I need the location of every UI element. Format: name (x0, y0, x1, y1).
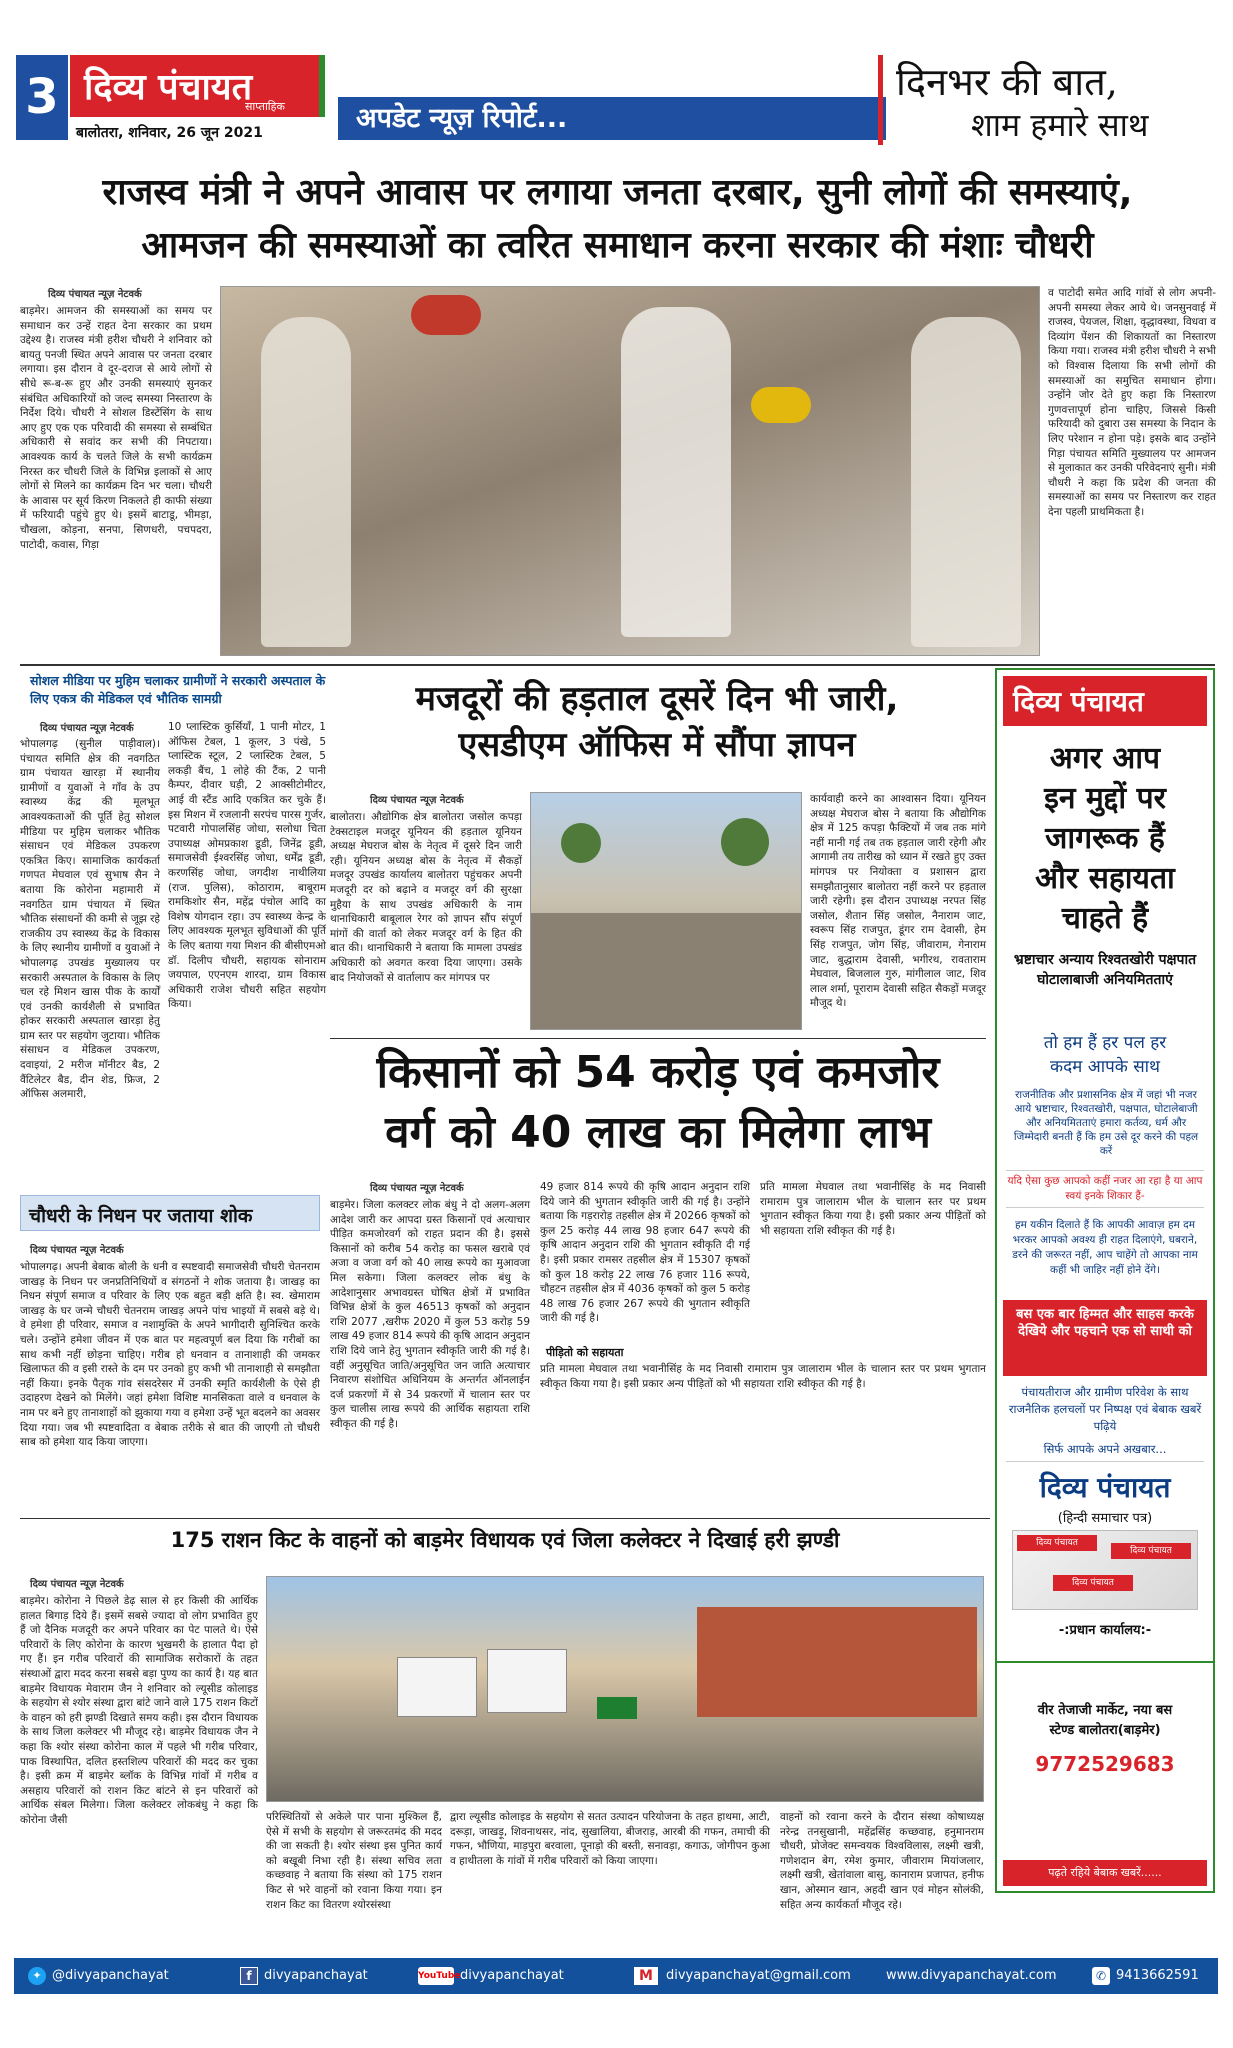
strike-body-right: कार्यवाही करने का आश्वासन दिया। यूनियन अध्यक्ष मेघराज बोस ने बताया कि औद्योगिक क्षेत्र में 125 कपड़ा फैक्टियों में जब तक मांगे नहीं मानी गई तब तक हड़ताल जारी रहेगी और आगामी तय तारीख को ध्यान में रखते हुए उक्त मांगपत्र पर नियोक्ता व प्रशासन द्वारा समझौतानुसार बालोतरा नहीं करने पर हड़ताल जारी रहेगी। इस दौरान उपाध्यक्ष नरपत सिंह जसोल, शैतान सिंह जसोल, नैनाराम जाट, स्वरूप सिंह राजपुत, डूंगर राम देवासी, हेम सिंह राजपुत, जोग सिंह, जीवाराम, गेनाराम जाट, बुद्धाराम देवासी, भगीरथ, रावताराम मेघवाल, बिजलाल गुरु, मांगीलाल जाट, शिव लाल शर्मा, पूराराम देवासी सहित सैकड़ों मजदूर मौजूद थे। (810, 793, 986, 1010)
thumb-title: दिव्य पंचायत (1111, 1543, 1191, 1559)
footer-phone[interactable]: 9413662591 (1116, 1968, 1199, 1983)
shok-headline-box (20, 1195, 320, 1231)
kisan-headline-line2: वर्ग को 40 लाख का मिलेगा लाभ (385, 1107, 931, 1158)
lead-photo (220, 286, 1040, 656)
youtube-icon: YouTube (418, 1967, 454, 1985)
email-icon: M (634, 1967, 658, 1985)
ad-office-label: -:प्रधान कार्यालय:- (1058, 1623, 1152, 1638)
ration-headline: 175 राशन किट के वाहनों को बाड़मेर विधायक एवं जिला कलेक्टर ने दिखाई हरी झण्डी (170, 1528, 840, 1552)
footer-website[interactable]: www.divyapanchayat.com (886, 1968, 1057, 1983)
ad-address-box (995, 1663, 1215, 1893)
ad-line7: कदम आपके साथ (1050, 1057, 1160, 1077)
kisan-col4: प्रति मामला मेघवाल तथा भवानीसिंह के मद निवासी रामाराम पुत्र जालाराम भील के चालान स्तर पर प्रथम भुगतान स्वीकृत किया गया है। इसी प्रकार अन्य पीड़ितों को भी सहायता राशि स्वीकृत की गई है। (760, 1181, 986, 1237)
ad-brand-box (1003, 676, 1207, 726)
ad-blue1: हम यकीन दिलाते हैं कि आपकी आवाज़ हम दम भरकर आपको अवश्य ही राहत दिलाएंगे, घबराने, डरने की जरूरत नहीं, आप चाहेंगे तो आपका नाम कहीं भी जाहिर नहीं होने देंगे। (1012, 1219, 1198, 1276)
lead-body-right: व पाटोदी समेत आदि गांवों से लोग अपनी-अपनी समस्या लेकर आये थे। जनसुनवाई में राजस्व, पेयजल, शिक्षा, वृद्धावस्था, विधवा व दिव्यांग पेंशन की शिकायतों का निस्तारण किया गया। राजस्व मंत्री हरीश चौधरी ने सभी को विश्वास दिलाया कि सभी लोगों की समस्याओं का समुचित समाधान होगा। उन्होंने जोर देते हुए कहा कि निस्तारण गुणवत्तापूर्ण होना चाहिए, जिससे किसी फरियादी को दुबारा उस समस्या के निदान के लिए परेशान न होना पड़े। इसके बाद उन्होंने गिड़ा पंचायत समिति मुख्यालय पर आमजन से मुलाकात कर उनकी परिवेदनाएं सुनी। मंत्री चौधरी ने कहा कि प्रदेश की जनता की समस्याओं का समय पर निस्तारण कर राहत देना पहली प्राथमिकता है। (1048, 287, 1216, 518)
social-body2: 10 प्लास्टिक कुर्सियाँ, 1 पानी मोटर, 1 ऑफिस टेबल, 1 कूलर, 3 पंखे, 5 प्लास्टिक स्टूल, 2 प्लास्टिक टेबल, 5 लकड़ी बैंच, 1 लोहे की टैंक, 2 पानी कैम्पर, दीवार घड़ी, 2 आक्सीटोमीटर, आई वी स्टैंड आदि एकत्रित कर चुके हैं। इस मिशन में रजलानी सरपंच पारस गुर्जर, पटवारी गोपालसिंह जोधा, सलोधा चिता उपाध्यक्ष ओमप्रकाश डूडी, जिनेंद्र डूडी, समाजसेवी ईश्वरसिंह जोधा, धर्मेंद्र डूडी, करणसिंह जोधा, जगदीश नाथीलिया (राज. पुलिस), कोठाराम, बाबूराम रामकिशोर सैन, महेंद्र पंचोल आदि का विशेष योगदान रहा। उप स्वास्थ्य केन्द्र के लिए आवश्यक मूलभूत सुविधाओं की पूर्ति के लिए बताया गया मिशन की बीसीएमओ डॉ. दिलीप चौधरी, सहायक सोनाराम जयपाल, एएनएम शारदा, ग्राम विकास अधिकारी राजेश चौधरी सहित सहयोग किया। (168, 721, 326, 1011)
ad-newspaper-thumbs (1012, 1530, 1198, 1610)
strike-photo (530, 792, 802, 1030)
divider-rule (20, 664, 1215, 666)
ad-line6: तो हम हैं हर पल हर (1043, 1033, 1167, 1053)
ad-banner: बस एक बार हिम्मत और साहस करके देखिये और पहचाने एक सो साथी को (1016, 1307, 1194, 1339)
page-number-box: 3 (16, 55, 68, 140)
photo-tree (561, 823, 601, 863)
photo-figure (261, 317, 351, 647)
photo-turban (411, 295, 481, 335)
ad-address1: वीर तेजाजी मार्केट, नया बस (1037, 1703, 1173, 1718)
ad-address2: स्टेण्ड बालोतरा(बाड़मेर) (1049, 1723, 1161, 1738)
twitter-icon: ✦ (28, 1967, 46, 1985)
divider-rule (330, 1038, 986, 1039)
photo-ground (531, 913, 801, 1029)
kisan-col3: प्रति मामला मेघवाल तथा भवानीसिंह के मद निवासी रामाराम पुत्र जालाराम भील के चालान स्तर पर प्रथम भुगतान स्वीकृत किया गया है। इसी प्रकार अन्य पीड़ितों को भी सहायता राशि स्वीकृत की गई है। (540, 1363, 986, 1390)
paper-name-box (70, 55, 325, 117)
strike-body-left: बालोतरा। औद्योगिक क्षेत्र बालोतरा जसोल कपड़ा टेक्सटाइल मजदूर यूनियन की हड़ताल यूनियन अध्यक्ष मेघराज बोस के नेतृत्व में दूसरे दिन जारी रही। यूनियन अध्यक्ष बोस के नेतृत्व में सैकड़ों मजदूर उपखंड कार्यालय बालोतरा पहुंचकर अपनी मजदूरी दर को बढ़ाने व मजदूर वर्ग की सुरक्षा मुहैया के साथ उपखंड अधिकारी के नाम थानाधिकारी बाबूलाल रेगर को ज्ञापन सौंप संपूर्ण मांगों की वार्ता को लेकर मजदूर वर्ग के हित की बात की। थानाधिकारी ने बताया कि मामला उपखंड अधिकारी को अवगत करवा दिया जाएगा। उसके बाद नियोजकों से वार्तालाप कर मांगपत्र पर (330, 811, 522, 984)
footer-facebook[interactable]: divyapanchayat (264, 1968, 368, 1983)
ad-line4: और सहायता (1035, 861, 1175, 896)
photo-vehicle (487, 1649, 567, 1713)
kisan-col1: बाड़मेर। जिला कलक्टर लोक बंधु ने दो अलग-अलग आदेश जारी कर आपदा ग्रस्त किसानों एवं अत्याचार पीड़ित कमजोरवर्ग को राहत प्रदान की है। इससे किसानों को करीब 54 करोड़ का फसल खराबे एवं अजा व जजा वर्ग को 40 लाख रूपये का मुआवजा मिल सकेगा। जिला कलक्टर लोक बंधु के आदेशानुसार अभावग्रस्त घोषित क्षेत्रों में प्रभावित विभिन्न क्षेत्रों के कुल 46513 कृषकों को अनुदान राशि 2077 ,खरीफ 2020 में कुल 53 करोड़ 59 लाख 49 हजार 814 रूपये की कृषि आदान अनुदान राशि दिये जाने हेतु भुगतान स्वीकृति जारी की गई है। वहीं अनुसूचित जाति/अनुसूचित जन जाति अत्याचार निवारण संशोधित अधिनियम के अन्तर्गत ऑनलाईन दर्ज प्रकरणों में से 34 प्रकरणों में चालान स्तर पर कुल चालीस लाख रूपये की आर्थिक सहायता राशि स्वीकृत की गई है। (330, 1199, 530, 1430)
ration-col1: बाड़मेर। कोरोना ने पिछले डेढ़ साल से हर किसी की आर्थिक हालत बिगाड़ दिये हैं। इसमें सबसे ज्यादा वो लोग प्रभावित हुए हैं जो दैनिक मजदूरी कर अपने परिवार का पेट पालते थे। ऐसे परिवारों के लिए कोरोना के कारण भुखमरी के हालात पैदा हो गए हैं। इन गरीब परिवारों की सामाजिक सरोकारों के तहत संस्थाओं द्वारा मदद करना सबसे बड़ा पुण्य का कार्य है। यह बात बाड़मेर विधायक मेवाराम जैन ने शनिवार को ल्यूसीड कोलाइड के सहयोग से श्योर संस्था द्वारा बांटे जाने वाले 175 राशन किटों के वाहन को हरी झण्डी दिखाते समय कही। इस दौरान विधायक के साथ जिला कलेक्टर भी मौजूद रहे। बाड़मेर विधायक जैन ने कहा कि श्योर संस्था कोरोना काल में पहले भी गरीब परिवार, पाक विस्थापित, दलित हस्तशिल्प परिवारों की मदद कर चुका है। इसी क्रम में बाड़मेर ब्लॉक के विभिन्न गांवों में गरीब व असहाय परिवारों को राशन किट बांटने से इन परिवारों को आर्थिक संबल मिलेगा। जिला कलेक्टर लोकबंधु ने कहा कि कोरोना जैसी (20, 1595, 258, 1826)
shok-byline: दिव्य पंचायत न्यूज़ नेटवर्क (30, 1245, 124, 1256)
divider-rule (20, 1518, 990, 1519)
dateline: बालोतरा, शनिवार, 26 जून 2021 (76, 125, 263, 141)
ad-footer-strip (1003, 1860, 1207, 1886)
shok-headline: चौधरी के निधन पर जताया शोक (29, 1205, 253, 1227)
strike-headline-line1: मजदूरों की हड़ताल दूसरें दिन भी जारी, (415, 679, 899, 719)
kisan-pidit-subhead: पीड़ितो को सहायता (546, 1346, 624, 1359)
ad-banner-box (1003, 1300, 1207, 1376)
ad-line2: इन मुद्दों पर (1044, 781, 1166, 816)
ad-brand: दिव्य पंचायत (1013, 685, 1144, 718)
ad-blue2: पंचायतीराज और ग्रामीण परिवेश के साथ राजनैतिक हलचलों पर निष्पक्ष एवं बेबाक खबरें पढ़िये (1008, 1385, 1202, 1433)
footer-youtube[interactable]: divyapanchayat (460, 1968, 564, 1983)
ad-blue3: सिर्फ आपके अपने अखबार... (1006, 1442, 1204, 1462)
ad-tags: भ्रष्टाचार अन्याय रिश्वतखोरी पक्षपात घोटालाबाजी अनियमितताएं (1013, 952, 1197, 988)
slogan-line2: शाम हमारे साथ (971, 106, 1149, 144)
ration-col4: वाहनों को रवाना करने के दौरान संस्था कोषाध्यक्ष नरेन्द्र तनसुखानी, महेंद्रसिंह कच्छवाह, हनुमानराम चौधरी, प्रोजेक्ट समन्वयक विश्वविलास, लक्ष्मी खत्री, गणेशदान बेग, रमेश कुमार, जीवाराम मियांजलार, लक्ष्मी खत्री, खेतांवाला बासु, कानाराम प्रजापत, हनीफ खान, ओस्मान खान, अहदी खान एवं मोहन सोलंकी, सहित अन्य कार्यकर्ता मौजूद रहे। (780, 1811, 984, 1911)
photo-turban (751, 387, 811, 423)
masthead (16, 55, 1216, 150)
lead-headline-line1: राजस्व मंत्री ने अपने आवास पर लगाया जनता दरबार, सुनी लोगों की समस्याएं, (102, 172, 1133, 213)
ad-body: राजनीतिक और प्रशासनिक क्षेत्र में जहां भी नजर आये भ्रष्टाचार, रिश्वतखोरी, पक्षपात, घोटालेबाजी और अनियमितताएं हमारा कर्तव्य, धर्म और जिम्मेदारी बनती हैं कि हम उसे दूर करने की पहल करें (1013, 1089, 1199, 1157)
lead-body-left: बाड़मेर। आमजन की समस्याओं का समय पर समाधान कर उन्हें राहत देना सरकार का प्रथम उद्देश्य है। राजस्व मंत्री हरीश चौधरी ने शनिवार को बायतु पनजी स्थित अपने आवास पर जनता दरबार लगाया। इस दौरान वे दूर-दराज से आये लोगों से सीधे रू-ब-रू हुए और उनकी समस्याएं सुनकर संबंधित अधिकारियों को जल्द समस्या निस्तारण के निर्देश दिये। चौधरी ने सोशल डिस्टेंसिंग के साथ आए हुए एक एक परिवादी की समस्या से सम्बंधित अधिकारी से सवांद कर सभी की निपटाया। आवश्यक कार्य के चलते जिले के सभी कार्यक्रम निरस्त कर चौधरी जिले के विभिन्न इलाकों से आए लोगों से मिलने का कार्यक्रम दिन भर चला। चौधरी के आवास पर सूर्य किरण निकलते ही काफी संख्या में फरियादी पहुंचे हुए थे। इसमें बाटाडू, भीमड़ा, चौखला, कोड़ना, सनपा, सिणधरी, पचपदरा, पाटोदी, कवास, गिड़ा (20, 305, 212, 551)
kisan-byline: दिव्य पंचायत न्यूज़ नेटवर्क (370, 1183, 464, 1194)
strike-byline: दिव्य पंचायत न्यूज़ नेटवर्क (370, 795, 464, 806)
paper-name: दिव्य पंचायत (84, 66, 253, 108)
ad-line3: जागरूक हैं (1045, 821, 1165, 856)
photo-vehicle (397, 1657, 477, 1717)
phone-icon: ✆ (1092, 1967, 1110, 1985)
ad-line5: चाहते हैं (1061, 901, 1149, 936)
photo-flag (597, 1697, 637, 1719)
update-banner: अपडेट न्यूज़ रिपोर्ट... (338, 97, 886, 140)
ad-red1: यदि ऐसा कुछ आपको कहीं नजर आ रहा है या आप स्वयं इनके शिकार हैं- (1006, 1170, 1204, 1208)
photo-tree (721, 818, 769, 866)
footer-twitter[interactable]: @divyapanchayat (52, 1968, 169, 1983)
slogan-divider (878, 55, 883, 145)
photo-building (697, 1607, 977, 1717)
ration-byline: दिव्य पंचायत न्यूज़ नेटवर्क (30, 1579, 124, 1590)
ad-footer: पढ़ते रहिये बेबाक खबरें...... (1048, 1866, 1162, 1879)
facebook-icon: f (240, 1967, 258, 1985)
ration-col3: द्वारा ल्यूसीड कोलाइड के सहयोग से सतत उत्पादन परियोजना के तहत हाथमा, आटी, दरूड़ा, जाखड़ू, शिवनाथसर, नांद, सुखालिया, बीजराड़, आरबी की गफन, तमाची की गफन, भौणिया, माड़पुरा बरवाला, पूनाड़ो की बस्ती, सनावड़ा, कगाऊ, जोगीपन कुआ व हाथीतला के गांवों में गरीब परिवारों को किया जाएगा। (450, 1811, 770, 1867)
shok-body: भोपालगढ़। अपनी बेबाक बोली के धनी व स्पष्टवादी समाजसेवी चौधरी चेतनराम जाखड़ के निधन पर जनप्रतिनिधियों व संगठनों ने शोक जताया है। जाखड़ का निधन संपूर्ण समाज व परिवार के लिए एक बहुत बड़ी क्षति है। स्व. खेमाराम जाखड़ के घर जन्मे चौधरी चेतनराम जाखड़ अपने पांच भाइयों में सबसे बड़े थे। वे हमेशा ही परिवार, समाज व नशामुक्ति के अपने भागीदारी सुनिश्चित करके चले। उन्होंने हमेशा जीवन में एक बात पर महत्वपूर्ण बल दिया कि गरीबों का साथ कभी नहीं छोड़ना चाहिए। गरीब हो धनवान व तानाशाही की जमकर खिलाफत की व इसी रास्ते के दम पर उनको हुए कभी भी तानाशाही से समझौता नहीं किया। इनके पैतृक गांव संसदरेसर में उनकी स्मृति कार्यशैली के ऐसे ही उदाहरण देखने को मिलेंगे। जहां हमेशा विशिष्ट मानसिकता वाले व धनवाल के नाम पर बने हुए तानाशाहों को झुकाया गया व हमेशा उन्हें भूत बदलने का अवसर दिया गया। जब भी स्पष्टवादिता व बेबाक तरीके से बात की जाएगी तो चौधरी साब को हमेशा याद किया जाएगा। (20, 1261, 320, 1449)
slogan-line1: दिनभर की बात, (896, 60, 1118, 104)
footer-email[interactable]: divyapanchayat@gmail.com (666, 1968, 851, 1983)
ration-photo (266, 1576, 984, 1802)
photo-figure (911, 317, 1021, 647)
ad-line1: अगर आप (1049, 741, 1161, 776)
thumb-title: दिव्य पंचायत (1053, 1575, 1133, 1591)
social-byline: दिव्य पंचायत न्यूज़ नेटवर्क (40, 723, 134, 734)
ad-phone: 9772529683 (1035, 1752, 1175, 1776)
kisan-headline-line1: किसानों को 54 करोड़ एवं कमजोर (376, 1047, 940, 1098)
lead-byline: दिव्य पंचायत न्यूज़ नेटवर्क (48, 289, 142, 300)
ad-brand2-sub: (हिन्दी समाचार पत्र) (1057, 1511, 1153, 1526)
lead-headline-line2: आमजन की समस्याओं का त्वरित समाधान करना सरकार की मंशाः चौधरी (141, 225, 1094, 266)
social-headline: सोशल मीडिया पर मुहिम चलाकर ग्रामीणों ने सरकारी अस्पताल के लिए एकत्र की मेडिकल एवं भौतिक सामग्री (30, 673, 326, 706)
ad-brand2: दिव्य पंचायत (1039, 1471, 1171, 1504)
strike-headline-line2: एसडीएम ऑफिस में सौंपा ज्ञापन (458, 725, 856, 765)
photo-figure (621, 307, 731, 637)
thumb-title: दिव्य पंचायत (1017, 1535, 1097, 1551)
footer-bar (14, 1958, 1218, 1994)
kisan-col2: 49 हजार 814 रूपये की कृषि आदान अनुदान राशि दिये जाने की भुगतान स्वीकृति जारी की गई है। उन्होंने बताया कि गड़रारोड़ तहसील क्षेत्र में 20266 कृषकों को कुल 25 करोड़ 44 लाख 98 हजार 647 रूपये की कृषि आदान अनुदान राशि की भुगतान स्वीकृति दी गई है। इसी प्रकार रामसर तहसील क्षेत्र में 15307 कृषकों को कुल 18 करोड़ 22 लाख 76 हजार 116 रूपये, चौहटन तहसील क्षेत्र में 4036 कृषकों को कुल 5 करोड़ 48 लाख 76 हजार 267 रूपये की भुगतान स्वीकृति जारी की गई है। (540, 1181, 750, 1325)
paper-tagline: साप्ताहिक (245, 100, 285, 113)
ration-col2: परिस्थितियों से अकेले पार पाना मुश्किल हैं, ऐसे में सभी के सहयोग से जरूरतमंद की मदद की जा सकती है। श्योर संस्था इस पुनित कार्य को बखूबी निभा रही है। संस्था सचिव लता कच्छवाह ने बताया कि संस्था को 175 राशन किट से भरे वाहनों को रवाना किया गया। इन राशन किट का वितरण श्योरसंस्था (266, 1811, 442, 1911)
social-body1: भोपालगढ़ (सुनील पाड़ीवाल)। पंचायत समिति क्षेत्र की नवगठित ग्राम पंचायत खारड़ा में स्थानीय ग्रामीणों व युवाओं ने गाँव के उप स्वास्थ्य केंद्र की मूलभूत आवश्यकताओं की पूर्ति हेतु सोशल मीडिया पर मुहिम चलाकर भौतिक संसाधन एवं मेडिकल उपकरण एकत्रित किए। सामाजिक कार्यकर्ता गणपत मेघवाल एवं सुभाष सैन ने बताया कि कोरोना महामारी में नवगठित ग्राम पंचायत में स्थित भौतिक संसाधनों की कमी से जूझ रहे राजकीय उप स्वास्थ्य केंद्र के विकास के लिए स्थानीय ग्रामीणों व युवाओं ने भोपालगढ़ उपखंड मुख्यालय पर सरकारी अस्पताल के विकास के लिए चल रहे मिशन खास पीक के कार्यों एवं उनकी कार्यशैली से प्रभावित होकर सरकारी अस्पताल खारड़ा हेतु ग्राम स्तर पर सहयोग जुटाया। भौतिक संसाधन व मेडिकल उपकरण, दवाइयां, 2 मरीज मॉनीटर बैड, 2 वैंटिलेटर बैड, दीन शेड, फ्रिज, 2 ऑफिस अलमारी, (20, 738, 160, 1101)
